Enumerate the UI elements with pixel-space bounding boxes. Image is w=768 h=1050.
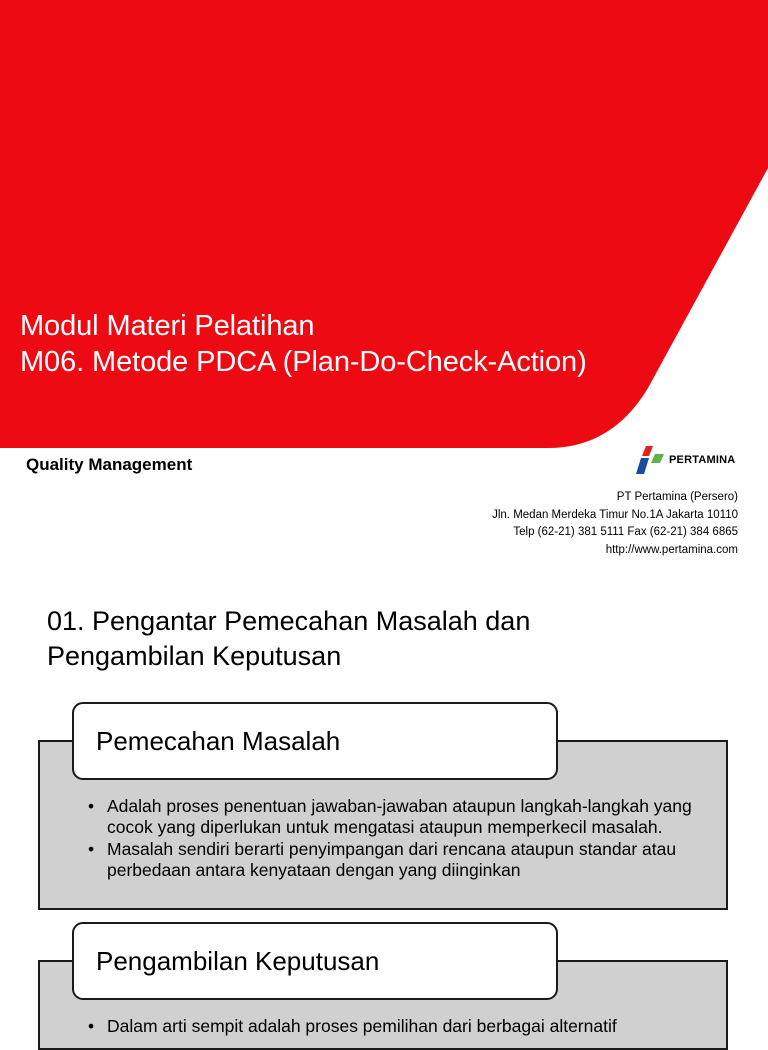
slide-subtitle: Quality Management xyxy=(26,455,193,474)
company-address xyxy=(492,489,738,559)
bullet-list-pengambilan xyxy=(88,1016,698,1039)
section-title-line1: 01. Pengantar Pemecahan Masalah dan xyxy=(47,606,531,636)
address-website: http://www.pertamina.com xyxy=(605,543,738,556)
pertamina-logo-text: PERTAMINA xyxy=(669,454,736,466)
list-item: • Dalam arti sempit adalah proses pemilihan dari berbagai alternatif xyxy=(88,1016,698,1037)
slide-title-line2: M06. Metode PDCA (Plan-Do-Check-Action) xyxy=(20,346,587,378)
slide-title xyxy=(20,308,587,380)
address-phone: Telp (62-21) 381 5111 Fax (62-21) 384 6865 xyxy=(513,526,738,538)
section-title-line2: Pengambilan Keputusan xyxy=(47,641,342,671)
slide-title-line1: Modul Materi Pelatihan xyxy=(20,310,315,342)
address-company: PT Pertamina (Persero) xyxy=(616,491,738,503)
bullet-list-pemecahan xyxy=(88,796,698,882)
section-title xyxy=(47,604,530,674)
pertamina-logo xyxy=(634,445,735,475)
red-background-shape xyxy=(0,0,768,460)
list-item: • Adalah proses penentuan jawaban-jawaban ataupun langkah-langkah yang cocok yang diperlukan untuk mengatasi ataupun memperkecil masalah. xyxy=(88,796,698,837)
pertamina-logo-icon xyxy=(634,445,666,475)
list-item: • Masalah sendiri berarti penyimpangan dari rencana ataupun standar atau perbedaan antara kenyataan dengan yang diinginkan xyxy=(88,839,698,880)
heading-box-pemecahan xyxy=(72,702,558,780)
heading-pemecahan: Pemecahan Masalah xyxy=(96,725,341,756)
heading-box-pengambilan xyxy=(72,922,558,1000)
address-street: Jln. Medan Merdeka Timur No.1A Jakarta 10110 xyxy=(492,508,738,521)
heading-pengambilan: Pengambilan Keputusan xyxy=(96,945,380,976)
